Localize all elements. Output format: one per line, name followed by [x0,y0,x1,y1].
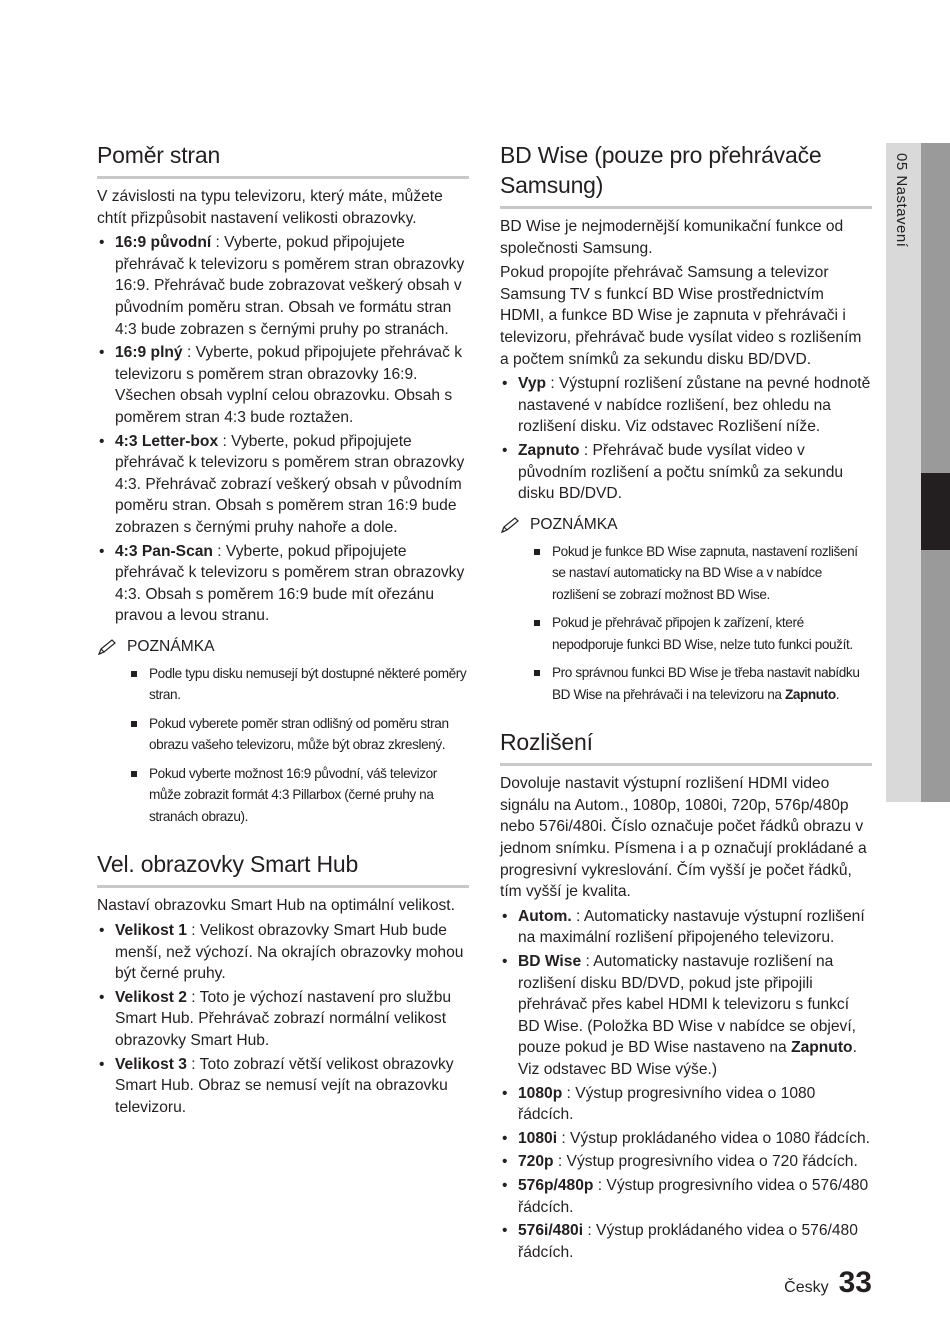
option-term: 576i/480i [518,1222,584,1240]
section-title-aspect: Poměr stran [97,140,469,179]
bd-wise-options-list [500,373,872,505]
option-term: 720p [518,1153,554,1171]
option-text: : Automaticky nastavuje rozlišení na rozlišení disku BD/DVD, pokud jste připojili přehrávač přes kabel HDMI k televizoru s funkcí BD Wise. (Položka BD Wise v nabídce se objeví, pouze pokud je BD Wise nastaveno na [518,952,856,1057]
list-item [500,951,872,1081]
right-column [500,140,872,1283]
option-term: 16:9 původní [115,234,212,252]
pencil-icon [500,516,522,534]
note-item [532,662,872,705]
note-text-end: . [835,686,840,702]
option-term: 16:9 plný [115,344,183,362]
list-item [97,342,469,428]
list-item [97,1054,469,1119]
note-label: POZNÁMKA [530,515,618,533]
option-text-end: . Viz odstavec BD Wise výše.) [518,1039,857,1078]
note-header [97,637,469,657]
option-term: Zapnuto [518,441,580,459]
bd-wise-notes-list [500,541,872,706]
option-term-inline: Zapnuto [791,1039,853,1057]
option-term: 1080p [518,1084,563,1102]
list-item [500,1128,872,1150]
option-term: Velikost 3 [115,1055,187,1073]
bd-wise-intro-1: BD Wise je nejmodernější komunikační funkce od společnosti Samsung. [500,218,844,257]
aspect-options-list [97,232,469,627]
aspect-intro: V závislosti na typu televizoru, který máte, můžete chtít přizpůsobit nastavení velikosti obrazovky. [97,188,443,227]
option-term: 4:3 Pan-Scan [115,542,213,560]
pencil-icon [97,638,119,656]
option-text: : Automaticky nastavuje výstupní rozlišení na maximální rozlišení připojeného televizoru. [518,907,865,947]
resolution-section [500,727,872,1263]
option-text: : Toto je výchozí nastavení pro službu Smart Hub. Přehrávač zobrazí normální velikost obrazovky Smart Hub. [115,988,452,1049]
list-item [97,987,469,1052]
option-text: : Výstup prokládaného videa o 1080 řádcích. [557,1129,870,1147]
bd-wise-intro-2: Pokud propojíte přehrávač Samsung a televizor Samsung TV s funkcí BD Wise prostřednictvím HDMI, a funkce BD Wise je zapnuta v přehrávači i televizoru, přehrávač bude vysílat video s rozlišením a počtem snímků za sekundu disku BD/DVD. [500,264,862,368]
option-text: : Výstupní rozlišení zůstane na pevné hodnotě nastavené v nabídce rozlišení, bez ohledu na rozlišení disku. Viz odstavec Rozlišení níže. [518,375,871,436]
bd-wise-section [500,140,872,705]
resolution-options-list [500,906,872,1264]
list-item [500,440,872,505]
option-text: : Vyberte, pokud připojujete přehrávač k televizoru s poměrem stran obrazovky 4:3. Obsah s poměrem 16:9 bude mít ořezánu pravou a levou stranu. [115,542,465,625]
option-text: : Výstup progresivního videa o 720 řádcích. [553,1153,858,1171]
option-text: : Vyberte, pokud připojujete přehrávač k televizoru s poměrem stran obrazovky 4:3. Přehrávač zobrazí veškerý obsah v původním poměru stran. Obsah s poměrem stran 16:9 bude zobrazen s černými pruhy nahoře a dole. [115,432,465,536]
option-term: 576p/480p [518,1176,594,1194]
option-text: : Toto zobrazí větší velikost obrazovky Smart Hub. Obraz se nemusí vejít na obrazovku televizoru. [115,1055,454,1116]
option-text: : Vyberte, pokud připojujete přehrávač k televizoru s poměrem stran obrazovky 16:9. Přehrávač bude zobrazovat veškerý obsah v původním poměru stran. Obsah ve formátu stran 4:3 bude zobrazen s černými pruhy po stranách. [115,234,465,338]
list-item [97,232,469,340]
option-term: Vyp [518,375,547,393]
note-item: Pokud vyberte možnost 16:9 původní, váš televizor může zobrazit formát 4:3 Pillarbox (černé pruhy na stranách obrazu). [129,763,469,828]
note-item: Podle typu disku nemusejí být dostupné některé poměry stran. [129,663,469,706]
note-text: Pro správnou funkci BD Wise je třeba nastavit nabídku BD Wise na přehrávači i na televizoru na [552,665,860,702]
option-text: : Přehrávač bude vysílat video v původním rozlišení a počtu snímků za sekundu disku BD/DVD. [518,441,844,503]
option-term: Autom. [518,907,572,925]
side-tab-marker [921,473,950,550]
resolution-intro: Dovoluje nastavit výstupní rozlišení HDMI video signálu na Autom., 1080p, 1080i, 720p, 576p/480p nebo 576i/480i. Číslo označuje počet řádků obrazu v jednom snímku. Písmena i a p označují prokládané a progresivní vykreslování. Čím vyšší je počet řádků, tím vyšší je kvalita. [500,775,867,901]
section-title-resolution: Rozlišení [500,727,872,766]
option-text: : Velikost obrazovky Smart Hub bude menší, než výchozí. Na okrajích obrazovky mohou být černé pruhy. [115,921,464,983]
note-item: Pokud je funkce BD Wise zapnuta, nastavení rozlišení se nastaví automaticky na BD Wise a v nabídce rozlišení se zobrazí možnost BD Wise. [532,541,872,606]
list-item [500,373,872,438]
smart-hub-section [97,849,469,1118]
aspect-ratio-section [97,140,469,827]
note-item: Pokud vyberete poměr stran odlišný od poměru stran obrazu vašeho televizoru, může být obraz zkreslený. [129,713,469,756]
list-item [500,1175,872,1218]
page-footer [784,1266,872,1300]
note-item: Pokud je přehrávač připojen k zařízení, které nepodporuje funkci BD Wise, nelze tuto funkci použít. [532,612,872,655]
section-title-bd-wise: BD Wise (pouze pro přehrávače Samsung) [500,140,872,209]
list-item [500,1083,872,1126]
list-item [500,906,872,949]
option-text: : Výstup progresivního videa o 1080 řádcích. [518,1084,816,1124]
option-text: : Výstup prokládaného videa o 576/480 řádcích. [518,1222,858,1261]
smart-hub-intro: Nastaví obrazovku Smart Hub na optimální velikost. [97,897,455,915]
option-text: : Vyberte, pokud připojujete přehrávač k televizoru s poměrem stran obrazovky 16:9. Všechen obsah vyplní celou obrazovku. Obsah s poměrem stran 4:3 bude roztažen. [115,344,463,426]
option-term: BD Wise [518,952,582,970]
list-item [97,920,469,985]
option-term: 4:3 Letter-box [115,432,219,450]
smart-hub-options-list [97,920,469,1118]
footer-language: Česky [784,1279,829,1296]
option-text: : Výstup progresivního videa o 576/480 řádcích. [518,1176,869,1216]
note-header [500,515,872,535]
section-title-smart-hub: Vel. obrazovky Smart Hub [97,849,469,888]
list-item [97,431,469,539]
option-term: Velikost 2 [115,988,187,1006]
list-item [97,541,469,627]
side-tab-label [886,143,921,802]
chapter-label: 05 Nastavení [893,153,910,248]
list-item [500,1220,872,1263]
page-number: 33 [838,1266,872,1299]
list-item [500,1151,872,1173]
left-column [97,140,469,1138]
aspect-notes-list [97,663,469,828]
note-label: POZNÁMKA [127,637,215,655]
option-term: Velikost 1 [115,921,187,939]
option-term: 1080i [518,1129,558,1147]
note-term: Zapnuto [784,686,836,702]
